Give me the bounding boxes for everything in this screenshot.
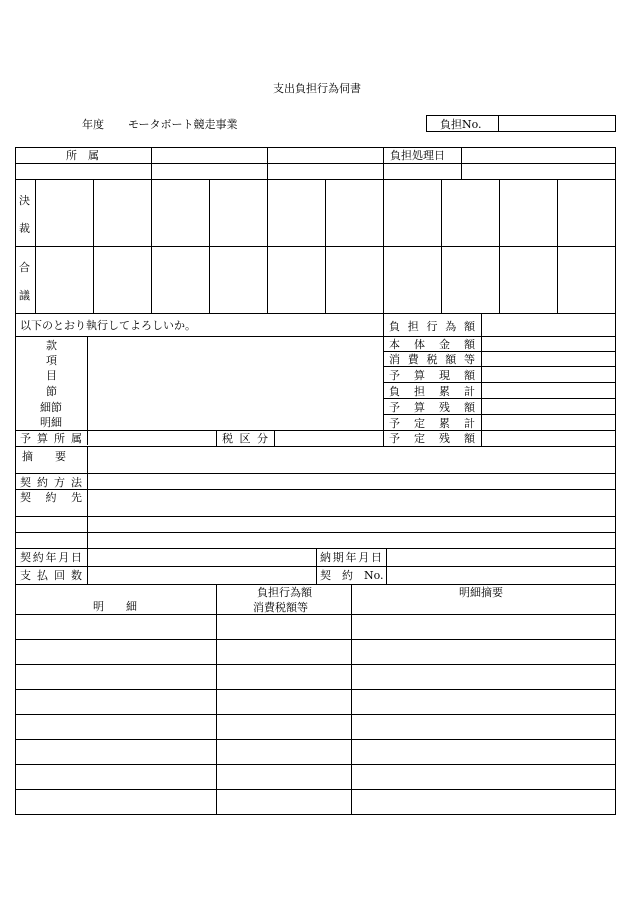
amount-label-planned-cumulative: 予定累計 (389, 417, 475, 430)
burden-no-label: 負担No. (440, 118, 482, 131)
amount-label-body: 本体金額 (389, 338, 475, 351)
kessai-label-1: 決 (19, 194, 30, 207)
request-text: 以下のとおり執行してよろしいか。 (20, 319, 196, 332)
document-title: 支出負担行為伺書 (273, 82, 361, 95)
processing-date-field[interactable] (466, 149, 611, 162)
amount-label-tax: 消費税額等 (389, 353, 475, 366)
budget-item-moku: 目 (46, 369, 57, 382)
gougi-label-1: 合 (19, 261, 30, 274)
details-col-tax: 消費税額等 (253, 601, 308, 614)
processing-date-label: 負担処理日 (390, 149, 445, 162)
business-name: モータボート競走事業 (128, 118, 238, 131)
details-col-meisai: 明 細 (93, 600, 137, 613)
amount-label-budget-current: 予算現額 (389, 369, 475, 382)
tax-category-label: 税区分 (222, 432, 268, 445)
budget-item-saisetsu: 細節 (40, 401, 62, 414)
affiliation-label: 所 属 (66, 149, 99, 162)
year-label: 年度 (82, 118, 104, 131)
budget-item-kou: 項 (46, 354, 57, 367)
contractor-label: 契約先 (20, 491, 82, 504)
details-col-burden-amount: 負担行為額 (257, 586, 312, 599)
payment-count-label: 支払回数 (20, 569, 82, 582)
gougi-label-2: 議 (19, 289, 30, 302)
amount-label-burden-cumulative: 負担累計 (389, 385, 475, 398)
kessai-label-2: 裁 (19, 222, 30, 235)
delivery-date-label: 納期年月日 (320, 551, 382, 564)
amount-label-planned-remaining: 予定残額 (389, 432, 475, 445)
budget-item-setsu: 節 (46, 385, 57, 398)
budget-item-meisai: 明細 (40, 416, 62, 429)
contract-method-label: 契約方法 (20, 476, 82, 489)
contract-no-label: 契 約 No. (320, 569, 384, 582)
details-col-summary: 明細摘要 (459, 586, 503, 599)
amount-label-burden: 負担行為額 (389, 320, 475, 333)
budget-dept-label: 予算所属 (20, 432, 82, 445)
budget-item-kan: 款 (46, 339, 57, 352)
summary-label: 摘 要 (22, 450, 66, 463)
amount-label-budget-remaining: 予算残額 (389, 401, 475, 414)
contract-date-label: 契約年月日 (20, 551, 82, 564)
